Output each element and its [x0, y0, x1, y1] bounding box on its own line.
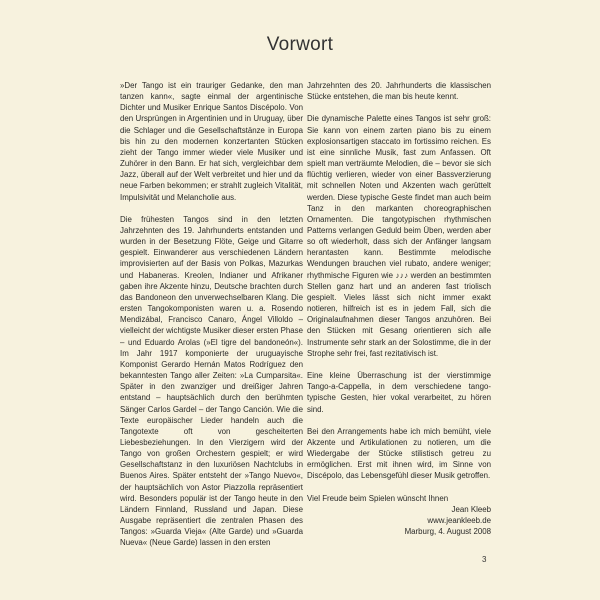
page-number: 3: [482, 555, 487, 564]
paragraph: »Der Tango ist ein trauriger Gedanke, den man tanzen kann«, sagte einmal der argentinische Dichter und Musiker Enrique Santos Discépolo. Von den Ursprüngen in Argentinien und in Uruguay, über die Schlager und die Gesellschaftstänze in Europa bis hin zu den modernen konzertanten Stücken zieht der Tango immer wieder viele Musiker und Zuhörer in den Bann. Er hat sich, vergleichbar dem Jazz, überall auf der Welt verbreitet und hier und da neue Farben bekommen; er strahlt zugleich Vitalität, Impulsivität und Melancholie aus.: [120, 81, 303, 202]
signature-website: www.jeankleeb.de: [427, 516, 491, 526]
page-title: Vorwort: [266, 34, 334, 55]
paragraph: Bei den Arrangements habe ich mich bemüht, viele Akzente und Artikulationen zu notieren, um die Wiedergabe der Stücke stilistisch getreu zu ermöglichen. Erst mit ihnen wird, im Sinne von Discépolo, das Lebensgefühl dieser Musik getroffen.: [307, 426, 491, 481]
paragraph: Die frühesten Tangos sind in den letzten Jahrzehnten des 19. Jahrhunderts entstanden und wurden in der Besetzung Flöte, Geige und Gitarre gespielt. Einwanderer aus verschiedenen Ländern improvisierten auf der Basis von Polkas, Mazurkas und Habaneras. Kreolen, Indianer und Afrikaner gaben ihre Akzente hinzu, Deutsche brachten durch das Bandoneon den unverwechselbaren Klang. Die ersten Tangokomponisten waren u. a. Rosendo Mendizábal, Francisco Canaro, Ángel Villoldo – vielleicht der wichtigste Musiker dieser ersten Phase – und Eduardo Arolas (»El tigre del bandoneón«). Im Jahr 1917 komponierte der uruguayische Komponist Gerardo Hernán Matos Rodríguez den bekanntesten Tango aller Zeiten: »La Cumparsita«. Später in den zwanziger und dreißiger Jahren entstand – hauptsächlich durch den berühmten Sänger Carlos Gardel – der Tango Canción. Wie die Texte europäischer Lieder handeln auch die Tangotexte oft von gescheiterten Liebesbeziehungen. In den Vierzigern wird der Tango von großen Orchestern gespielt; er wird Gesellschaftstanz in den luxuriösen Nachtclubs in Buenos Aires. Später entsteht der »Tango Nuevo«, der hauptsächlich von Astor Piazzolla repräsentiert wird. Besonders populär ist der Tango heute in den Ländern Finnland, Russland und Japan. Diese Ausgabe repräsentiert die zentralen Phasen des Tangos: »Guarda Vieja« (Alte Garde) und »Guarda Nueva« (Neue Garde) lassen in den ersten: [120, 214, 303, 548]
signature-place-date: Marburg, 4. August 2008: [404, 527, 491, 537]
signature-name: Jean Kleeb: [451, 504, 491, 514]
right-column: [307, 80, 491, 537]
paragraph: Die dynamische Palette eines Tangos ist sehr groß: Sie kann von einem zarten piano bis zu einem explosionsartigen staccato im fortissimo reichen. Es ist eine sinnliche Musik, fast zum Anfassen. Oft spielt man verträumte Melodien, die – bevor sie sich flüchtig verlieren, wieder von einer Bassverzierung mit schnellen Noten und Akzenten wach gerüttelt werden. Diese typische Geste findet man auch beim Tanz in den markanten choreographischen Ornamenten. Die tangotypischen rhythmischen Patterns verlangen Geduld beim Üben, werden aber so oft wiederholt, dass sich der Anfänger langsam herantasten kann. Bestimmte melodische Wendungen brauchen viel rubato, andere weniger; rhythmische Figuren wie ♪♪♪ werden an bestimmten Stellen ganz hart und an anderen fast triolisch gespielt. Vieles lässt sich nicht immer exakt notieren, hilfreich ist es in jedem Fall, sich die Originalaufnahmen dieser Tangos anzuhören. Bei den Stücken mit Gesang orientieren sich alle Instrumente sehr stark an der Solostimme, die in der Strophe sehr frei, fast rezitativisch ist.: [307, 114, 491, 358]
paragraph: Jahrzehnten des 20. Jahrhunderts die klassischen Stücke entstehen, die man bis heute kennt.: [307, 81, 491, 102]
paragraph: Eine kleine Überraschung ist der vierstimmige Tango-a-Cappella, in dem verschiedene tango-typische Gesten, hier vokal verarbeitet, zu hören sind.: [307, 371, 491, 414]
closing-line: Viel Freude beim Spielen wünscht Ihnen: [307, 493, 449, 503]
left-column: [120, 80, 303, 549]
